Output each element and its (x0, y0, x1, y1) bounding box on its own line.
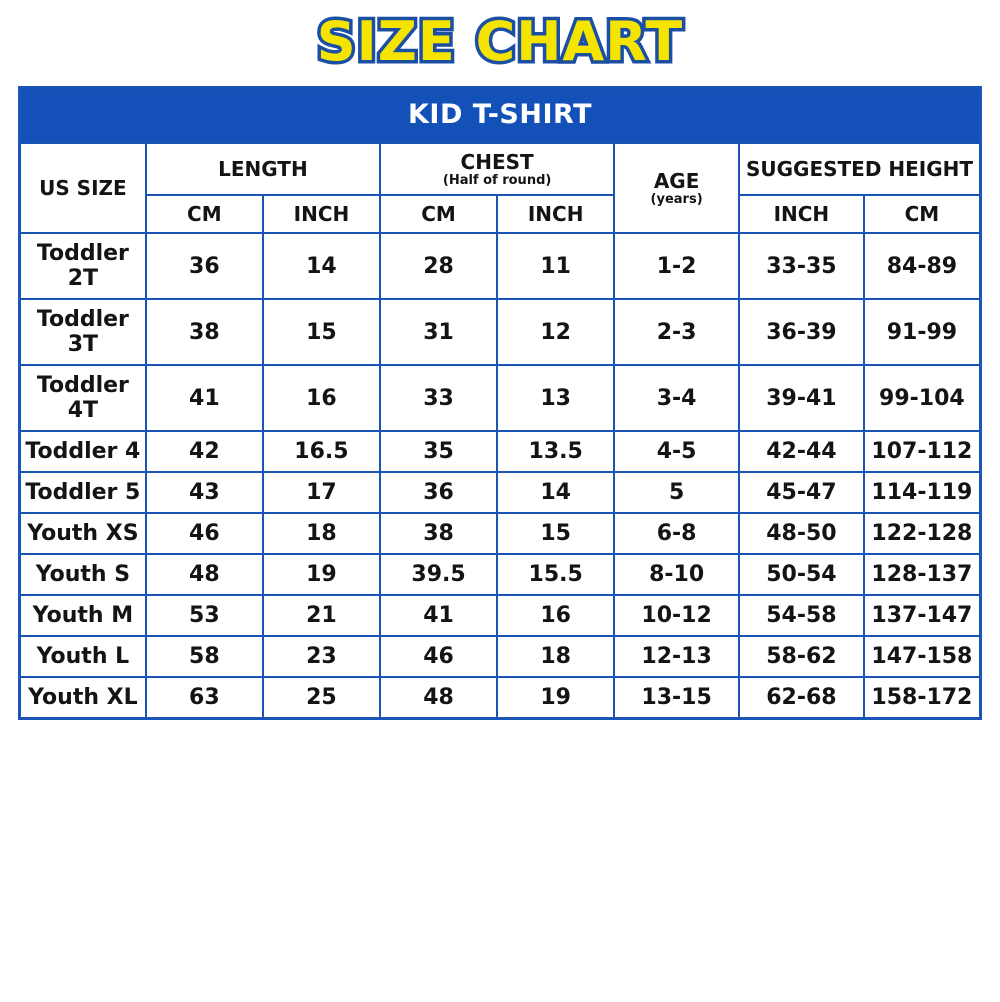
cell-chest_inch: 18 (497, 636, 614, 677)
cell-length_cm: 48 (146, 554, 263, 595)
cell-chest_cm: 48 (380, 677, 497, 717)
row-size-label: Toddler 4T (21, 365, 146, 431)
header-chest-inch: INCH (497, 195, 614, 233)
cell-chest_cm: 39.5 (380, 554, 497, 595)
cell-height_inch: 48-50 (739, 513, 864, 554)
cell-length_inch: 21 (263, 595, 380, 636)
cell-chest_inch: 15.5 (497, 554, 614, 595)
cell-age: 2-3 (614, 299, 739, 365)
cell-chest_cm: 46 (380, 636, 497, 677)
cell-chest_cm: 35 (380, 431, 497, 472)
header-height-inch: INCH (739, 195, 864, 233)
cell-length_inch: 15 (263, 299, 380, 365)
page-title: SIZE CHART (316, 10, 684, 73)
row-size-label: Toddler 5 (21, 472, 146, 513)
cell-height_inch: 54-58 (739, 595, 864, 636)
cell-chest_inch: 16 (497, 595, 614, 636)
cell-length_inch: 18 (263, 513, 380, 554)
cell-height_cm: 128-137 (864, 554, 979, 595)
cell-height_inch: 42-44 (739, 431, 864, 472)
header-us-size: US SIZE (21, 143, 146, 233)
row-size-label: Youth M (21, 595, 146, 636)
row-size-label: Youth XL (21, 677, 146, 717)
table-row (21, 299, 979, 365)
cell-age: 10-12 (614, 595, 739, 636)
cell-age: 12-13 (614, 636, 739, 677)
cell-age: 8-10 (614, 554, 739, 595)
cell-length_inch: 19 (263, 554, 380, 595)
cell-chest_inch: 19 (497, 677, 614, 717)
table-row (21, 431, 979, 472)
cell-length_inch: 16 (263, 365, 380, 431)
cell-chest_cm: 38 (380, 513, 497, 554)
unit-header-row (21, 195, 979, 233)
cell-length_cm: 46 (146, 513, 263, 554)
row-size-label: Youth S (21, 554, 146, 595)
table-head (21, 143, 979, 233)
size-table-block (18, 86, 982, 720)
table-row (21, 513, 979, 554)
cell-chest_cm: 33 (380, 365, 497, 431)
cell-length_cm: 43 (146, 472, 263, 513)
cell-length_inch: 17 (263, 472, 380, 513)
size-table (21, 142, 979, 717)
cell-height_cm: 114-119 (864, 472, 979, 513)
header-chest-sublabel: (Half of round) (442, 173, 552, 188)
row-size-label: Toddler 2T (21, 233, 146, 299)
table-row (21, 595, 979, 636)
title-area (0, 0, 1000, 86)
cell-length_inch: 23 (263, 636, 380, 677)
cell-age: 5 (614, 472, 739, 513)
header-age (614, 143, 739, 233)
cell-age: 4-5 (614, 431, 739, 472)
cell-height_inch: 39-41 (739, 365, 864, 431)
cell-chest_cm: 31 (380, 299, 497, 365)
cell-height_inch: 36-39 (739, 299, 864, 365)
header-length-cm: CM (146, 195, 263, 233)
cell-length_cm: 53 (146, 595, 263, 636)
header-length-inch: INCH (263, 195, 380, 233)
header-chest-label: CHEST (460, 150, 534, 174)
cell-height_inch: 62-68 (739, 677, 864, 717)
header-height-cm: CM (864, 195, 979, 233)
cell-chest_inch: 13.5 (497, 431, 614, 472)
table-row (21, 472, 979, 513)
header-length: LENGTH (146, 143, 380, 195)
row-size-label: Youth XS (21, 513, 146, 554)
table-title: KID T-SHIRT (21, 89, 979, 142)
cell-length_cm: 63 (146, 677, 263, 717)
cell-height_inch: 45-47 (739, 472, 864, 513)
table-row (21, 677, 979, 717)
cell-height_cm: 147-158 (864, 636, 979, 677)
cell-length_inch: 14 (263, 233, 380, 299)
header-age-label: AGE (653, 169, 700, 193)
table-row (21, 365, 979, 431)
cell-length_cm: 42 (146, 431, 263, 472)
cell-height_cm: 107-112 (864, 431, 979, 472)
header-age-sublabel: (years) (650, 192, 703, 207)
group-header-row (21, 143, 979, 195)
cell-chest_cm: 36 (380, 472, 497, 513)
cell-length_cm: 58 (146, 636, 263, 677)
table-body (21, 233, 979, 717)
cell-chest_inch: 14 (497, 472, 614, 513)
header-chest (380, 143, 614, 195)
cell-length_inch: 16.5 (263, 431, 380, 472)
header-suggested-height: SUGGESTED HEIGHT (739, 143, 979, 195)
cell-height_inch: 33-35 (739, 233, 864, 299)
table-row (21, 554, 979, 595)
cell-length_inch: 25 (263, 677, 380, 717)
cell-chest_cm: 28 (380, 233, 497, 299)
cell-chest_inch: 11 (497, 233, 614, 299)
cell-height_cm: 158-172 (864, 677, 979, 717)
cell-chest_inch: 13 (497, 365, 614, 431)
cell-height_cm: 122-128 (864, 513, 979, 554)
cell-length_cm: 38 (146, 299, 263, 365)
table-row (21, 233, 979, 299)
row-size-label: Youth L (21, 636, 146, 677)
cell-height_cm: 99-104 (864, 365, 979, 431)
row-size-label: Toddler 4 (21, 431, 146, 472)
cell-height_cm: 137-147 (864, 595, 979, 636)
cell-height_inch: 58-62 (739, 636, 864, 677)
cell-height_cm: 84-89 (864, 233, 979, 299)
cell-age: 6-8 (614, 513, 739, 554)
cell-chest_inch: 15 (497, 513, 614, 554)
cell-age: 13-15 (614, 677, 739, 717)
cell-age: 1-2 (614, 233, 739, 299)
cell-chest_cm: 41 (380, 595, 497, 636)
header-chest-cm: CM (380, 195, 497, 233)
cell-age: 3-4 (614, 365, 739, 431)
cell-height_inch: 50-54 (739, 554, 864, 595)
cell-chest_inch: 12 (497, 299, 614, 365)
cell-height_cm: 91-99 (864, 299, 979, 365)
cell-length_cm: 36 (146, 233, 263, 299)
cell-length_cm: 41 (146, 365, 263, 431)
row-size-label: Toddler 3T (21, 299, 146, 365)
table-row (21, 636, 979, 677)
